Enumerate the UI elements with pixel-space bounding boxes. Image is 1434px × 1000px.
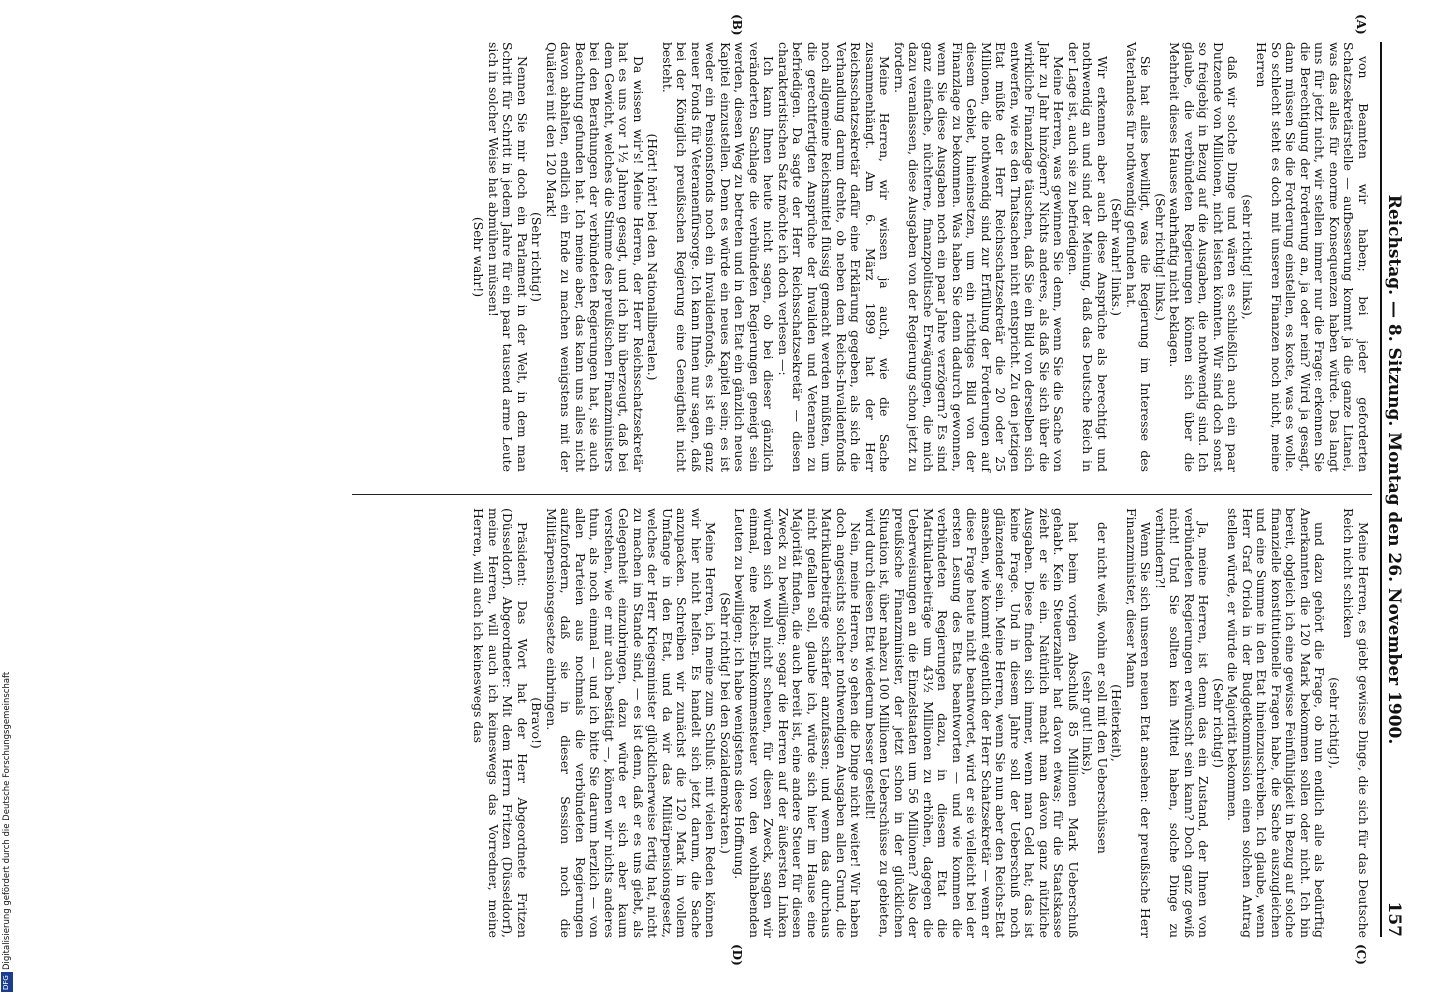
- paragraph: (Heiterkeit),: [1109, 684, 1125, 762]
- header-title: Reichstag. — 8. Sitzung. Montag den 26. November 1900.: [1384, 194, 1404, 745]
- margin-mark-c: (C): [1354, 944, 1368, 965]
- paragraph: Präsident: Das Wort hat der Herr Abgeordnete Fritzen (Düsseldorf). Abgeordneter: Mit dem Herrn Fritzen (Düsseldorf), meine Herren, will auch ich keineswegs das Vorredner, meine Herren, will auch ich keineswegs das: [471, 508, 530, 938]
- paragraph: hat beim vorigen Abschluß 85 Millionen Mark Ueberschuß gehabt. Kein Steuerzahler hat davon etwas; für die Staatskasse zieht er sie ein. Natürlich macht man davon ganz nützliche Ausgaben. Diese finden sich immer, wenn man Geld hat; das ist keine Frage. Und in diesem Jahre soll der Ueberschuß noch glänzender sein. Meine Herren, wenn Sie nun aber den Reichs-Etat ansehen, wie kommt eigentlich der Herr Schatzsekretär — wenn er diese Frage heute nicht beantwortet, wird er sie vielleicht bei der ersten Lesung des Etats beantworten — und wie kommen die verbündeten Regierungen dazu, in diesem Etat die Matrikularbeiträge um 43½ Millionen zu erhöhen, dagegen die Ueberweisungen an die Einzelstaaten um 56 Millionen? Also der preußische Finanzminister, der jetzt schon in der glücklichen Situation ist, über nahezu 100 Millionen Ueberschüsse zu gebieten, wird durch diesen Etat wiederum besser gestellt!: [863, 508, 1081, 938]
- credit-strip: [2, 600, 14, 990]
- column-divider: [352, 494, 1372, 495]
- paragraph: Sie hat alles bewilligt, was die Regierung im Interesse des Vaterlandes für nothwendig gefunden hat.: [1124, 42, 1154, 472]
- paragraph: (Sehr richtig! links.): [1153, 193, 1168, 321]
- margin-mark-b: (B): [730, 14, 744, 36]
- paragraph: (sehr richtig!),: [1327, 677, 1342, 769]
- paragraph: Meine Herren, was gewinnen Sie denn, wenn Sie die Sache von Jahr zu Jahr hinzögern? Nichts anderes, als daß Sie sich über die wirkliche Finanzlage täuschen, daß Sie ein Bild von derselben sich entwerfen, wie es den Thatsachen nicht entspricht. Zu den jetzigen Etat müßte der Herr Reichsschatzsekretär die 20 oder 25 Millionen, die nothwendig sind zur Erfüllung der Forderungen auf diesem Gebiet, hineinsetzen, um ein richtiges Bild von der Finanzlage zu bekommen. Was haben Sie denn dadurch gewonnen, wenn Sie diese Ausgaben noch ein paar Jahre verzögern? Es sind ganz einfache, nüchterne, finanzpolitische Erwägungen, die mich dazu veranlassen, diese Ausgaben von der Regierung schon jetzt zu fordern.: [892, 42, 1067, 472]
- paragraph: (Sehr richtig! bei den Sozialdemokraten.): [718, 592, 733, 854]
- right-column: [471, 508, 1370, 938]
- paragraph: und dazu gehört die Frage, ob nun endlich alle als bedürftig Anerkannten die 120 Mark bekommen sollen oder nicht. Ich bin bereit, obgleich ich eine gewisse Feinfühligkeit in Bezug auf solche finanzielle konstitutionelle Fragen habe, die Sache auszugleichen und eine Summe in den Etat hineinzuschreiben. Ich glaube, wenn Herr Graf Oriola in der Budgetkommission einen solchen Antrag stellen würde, er würde die Majorität bekommen.: [1225, 508, 1328, 938]
- paragraph: Meine Herren, wir wissen ja auch, wie die Sache zusammenhängt. Am 6. März 1899 hat der Herr Reichsschatzsekretär dafür eine Erklärung gegeben, als sich die Verhandlung darum drehte, ob neben dem Reichs-Invalidenfonds noch allgemeine Reichsmittel flüssig gemacht werden müßten, um die gerechtfertigten Ansprüche der Invaliden und Veteranen zu befriedigen. Da sagte der Herr Reichsschatzsekretär — diesen charakteristischen Satz möchte ich doch verlesen —:: [776, 42, 893, 472]
- paragraph: Ja, meine Herren, ist denn das ein Zustand, der Ihnen von verbündeten Regierungen erwünscht sein kann? Doch ganz gewiß nicht! Und Sie sollten kein Mittel haben, solche Dinge zu verhindern?!: [1153, 508, 1212, 938]
- paragraph: (sehr richtig! links),: [1240, 194, 1255, 320]
- paragraph: (Sehr richtig!): [1211, 678, 1226, 768]
- paragraph: Da wissen wir's! Meine Herren, der Herr Reichsschatzsekretär hat es uns vor 1½ Jahren gesagt, und ich bin überzeugt, daß bei dem Gewicht, welches die Stimme des preußischen Finanzministers bei den Berathungen der verbündeten Regierungen hat, sie auch Beachtung gefunden hat. Ich meine aber, das kann uns alles nicht davon abhalten, endlich ein Ende zu machen wenigstens mit der Quälerei mit den 120 Mark!: [544, 42, 646, 472]
- paragraph: Wenn Sie sich unseren neuen Etat ansehen: der preußische Herr Finanzminister, dieser Mann: [1124, 508, 1154, 938]
- left-column: [471, 42, 1370, 472]
- paragraph: Meine Herren, es giebt gewisse Dinge, die sich für das Deutsche Reich nicht schicken: [1341, 508, 1371, 938]
- paragraph: Ich kann Ihnen heute nicht sagen, ob bei dieser gänzlich veränderten Sachlage die verbündeten Regierungen geneigt sein werden, diesen Weg zu betreten und in den Etat ein gänzlich neues Kapitel einzustellen. Denn es würde ein neues Kapitel sein; es ist weder ein Pensionsfonds noch ein Invalidenfonds, es ist ein ganz neuer Fonds für Veteranenfürsorge. Ich kann Ihnen nur sagen, daß bei der Königlich preußischen Regierung eine Geneigtheit nicht besteht.: [660, 42, 777, 472]
- margin-mark-a: (A): [1354, 14, 1368, 35]
- paragraph: der nicht weiß, wohin er soll mit den Ueberschüssen: [1095, 522, 1110, 854]
- dfg-logo: [1, 972, 13, 992]
- digitization-credit: Digitalisierung gefördert durch die Deutsche Forschungsgemeinschaft: [2, 671, 12, 970]
- paragraph: (Hört! hört! bei den Nationalliberalen.): [645, 133, 661, 381]
- paragraph: (Sehr wahr! links.): [1109, 198, 1125, 316]
- page-header: [1380, 42, 1408, 937]
- paragraph: Wir erkennen aber auch diese Ansprüche als berechtigt und nothwendig an und sind der Meinung, daß das Deutsche Reich in der Lage ist, auch sie zu befriedigen.: [1066, 42, 1110, 472]
- paragraph: Nein, meine Herren, so gehen die Dinge nicht weiter! Wir haben doch angesichts solcher nothwendigen Ausgaben allen Grund, die Matrikularbeiträge schärfer anzufassen; und wenn das durchaus nicht gefallen soll, glaube ich, würde sich hier im Hause eine Majorität finden, die auch bereit ist, eine andere Steuer für diesen Zweck zu bewilligen; sogar die Herren auf der äußersten Linken würden sich wohl nicht scheuen, für diesen Zweck, sagen wir einmal, eine Reichs-Einkommensteuer von den wohlhabenden Leuten zu bewilligen; ich habe wenigstens diese Hoffnung.: [732, 508, 864, 938]
- paragraph: Meine Herren, ich meine zum Schluß: mit vielen Reden können wir hier nicht helfen. Es handelt sich jetzt darum, die Sache anzupacken. Schreiben wir zunächst die 120 Mark in vollem Umfange in den Etat, und da wir das Militärpensionsgesetz, welches der Herr Kriegsminister glücklicherweise fertig hat, nicht zu machen im Stande sind, — es ist denn, daß er es uns giebt, als Gelegenheit einzubringen, dazu würde er sich aber kaum verstehen, wie er mir auch bestätigt —, können wir nichts anderes thun, als noch einmal — und ich bitte Sie darum herzlich — von allen Parteien aus nochmals die verbündeten Regierungen aufzufordern, daß sie in dieser Session noch die Militärpensionsgesetze einbringen.: [544, 508, 719, 938]
- margin-mark-d: (D): [730, 944, 744, 966]
- page-number: 157: [1384, 901, 1404, 937]
- paragraph: daß wir solche Dinge und wären es schließlich auch ein paar Dutzende von Millionen, nicht leisten könnten. Wir sind doch sonst so freigebig in Bezug auf die Ausgaben, die nothwendig sind. Ich glaube, die verbündeten Regierungen können sich über die Mehrheit dieses Hauses wahrhaftig nicht beklagen.: [1167, 42, 1241, 472]
- paragraph: (Bravo!): [529, 697, 545, 749]
- paragraph: (Sehr wahr!): [471, 216, 487, 298]
- paragraph: (sehr gut! links),: [1080, 670, 1096, 776]
- paragraph: von Beamten wir haben; bei jeder geforderten Schatzsekretärstelle — aufbesserung kommt ja die ganze Litanei, was das alles für enorme Konsequenzen haben würde. Das langt uns für jetzt nicht, wir stellen immer nur die Frage: erkennen Sie die Berechtigung der Forderung an, ja oder nein? Wird ja gesagt, dann müssen Sie die Forderung einstellen, es koste, was es wolle. So schlecht steht es doch mit unseren Finanzen noch nicht, meine Herren: [1254, 42, 1371, 472]
- dfg-logo-text: DFG: [2, 975, 10, 990]
- paragraph: Nennen Sie mir doch ein Parlament in der Welt, in dem man Schritt für Schritt in jedem Jahre für ein paar tausend arme Leute sich in solcher Weise hat abmühen müssen!: [486, 42, 530, 472]
- paragraph: (Sehr richtig!): [529, 212, 545, 302]
